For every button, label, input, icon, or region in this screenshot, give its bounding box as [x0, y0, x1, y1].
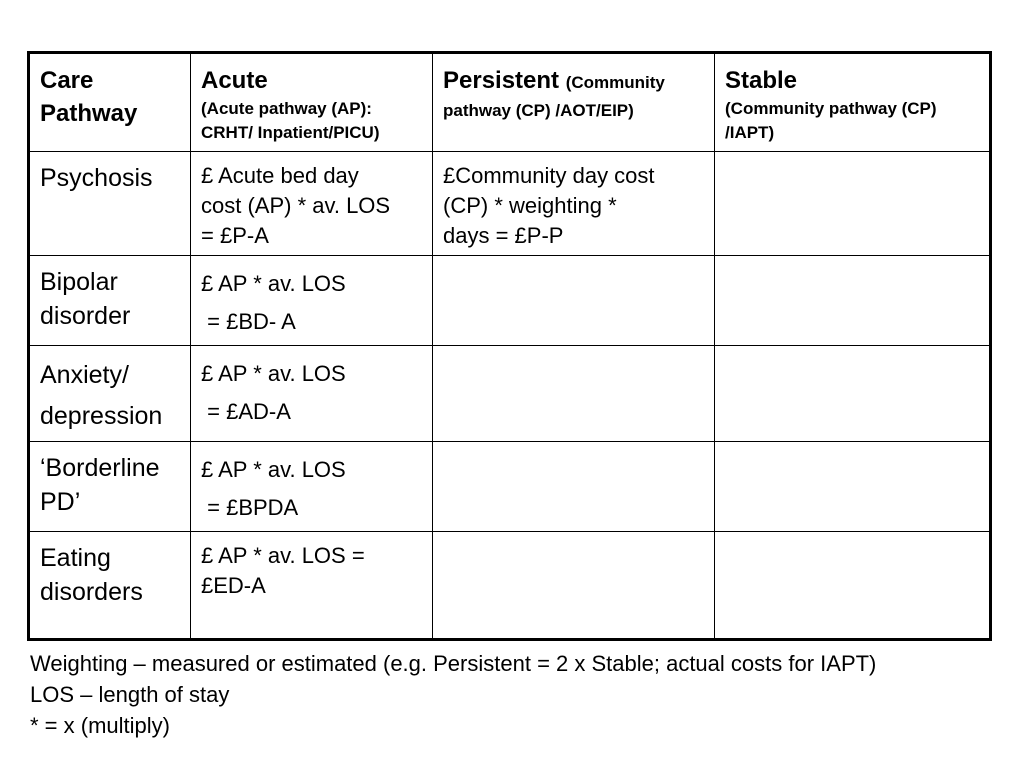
table-row [29, 346, 991, 442]
persistent-cost-cell [433, 346, 715, 442]
footnotes [30, 648, 876, 741]
table-header-row [29, 53, 991, 152]
stable-cost-cell [715, 532, 991, 640]
pathway-cell: Bipolar disorder [29, 256, 191, 346]
pathway-cell: Psychosis [29, 152, 191, 256]
header-stable-title: Stable [725, 67, 798, 94]
table-row [29, 442, 991, 532]
acute-cost-cell: £ AP * av. LOS = £ED-A [191, 532, 433, 640]
stable-cost-cell [715, 152, 991, 256]
header-acute-title: Acute [201, 67, 268, 94]
pathway-cell: Anxiety/ depression [29, 346, 191, 442]
pathway-cell: ‘Borderline PD’ [29, 442, 191, 532]
persistent-cost-cell: £Community day cost (CP) * weighting * days = £P-P [433, 152, 715, 256]
persistent-cost-cell [433, 532, 715, 640]
stable-cost-cell [715, 346, 991, 442]
acute-cost-cell: £ Acute bed day cost (AP) * av. LOS = £P-A [191, 152, 433, 256]
header-care-pathway: Care Pathway [29, 53, 191, 152]
footnote-los: LOS – length of stay [30, 682, 230, 707]
persistent-cost-cell [433, 256, 715, 346]
acute-cost-cell: £ AP * av. LOS = £BD- A [191, 256, 433, 346]
care-pathway-cost-table [27, 51, 992, 641]
header-stable-subtitle: (Community pathway (CP) /IAPT) [725, 99, 937, 142]
header-stable [715, 53, 991, 152]
header-acute [191, 53, 433, 152]
table-row [29, 152, 991, 256]
footnote-multiply: * = x (multiply) [30, 713, 170, 738]
header-persistent-subtitle: (Community pathway (CP) /AOT/EIP) [443, 73, 665, 120]
header-persistent-title: Persistent [443, 67, 566, 94]
header-acute-subtitle: (Acute pathway (AP): CRHT/ Inpatient/PICU) [201, 99, 380, 142]
footnote-weighting: Weighting – measured or estimated (e.g. Persistent = 2 x Stable; actual costs for IAPT) [30, 651, 877, 676]
persistent-cost-cell [433, 442, 715, 532]
stable-cost-cell [715, 442, 991, 532]
header-persistent [433, 53, 715, 152]
table-row [29, 532, 991, 640]
table-row [29, 256, 991, 346]
acute-cost-cell: £ AP * av. LOS = £AD-A [191, 346, 433, 442]
stable-cost-cell [715, 256, 991, 346]
pathway-cell: Eating disorders [29, 532, 191, 640]
acute-cost-cell: £ AP * av. LOS = £BPDA [191, 442, 433, 532]
